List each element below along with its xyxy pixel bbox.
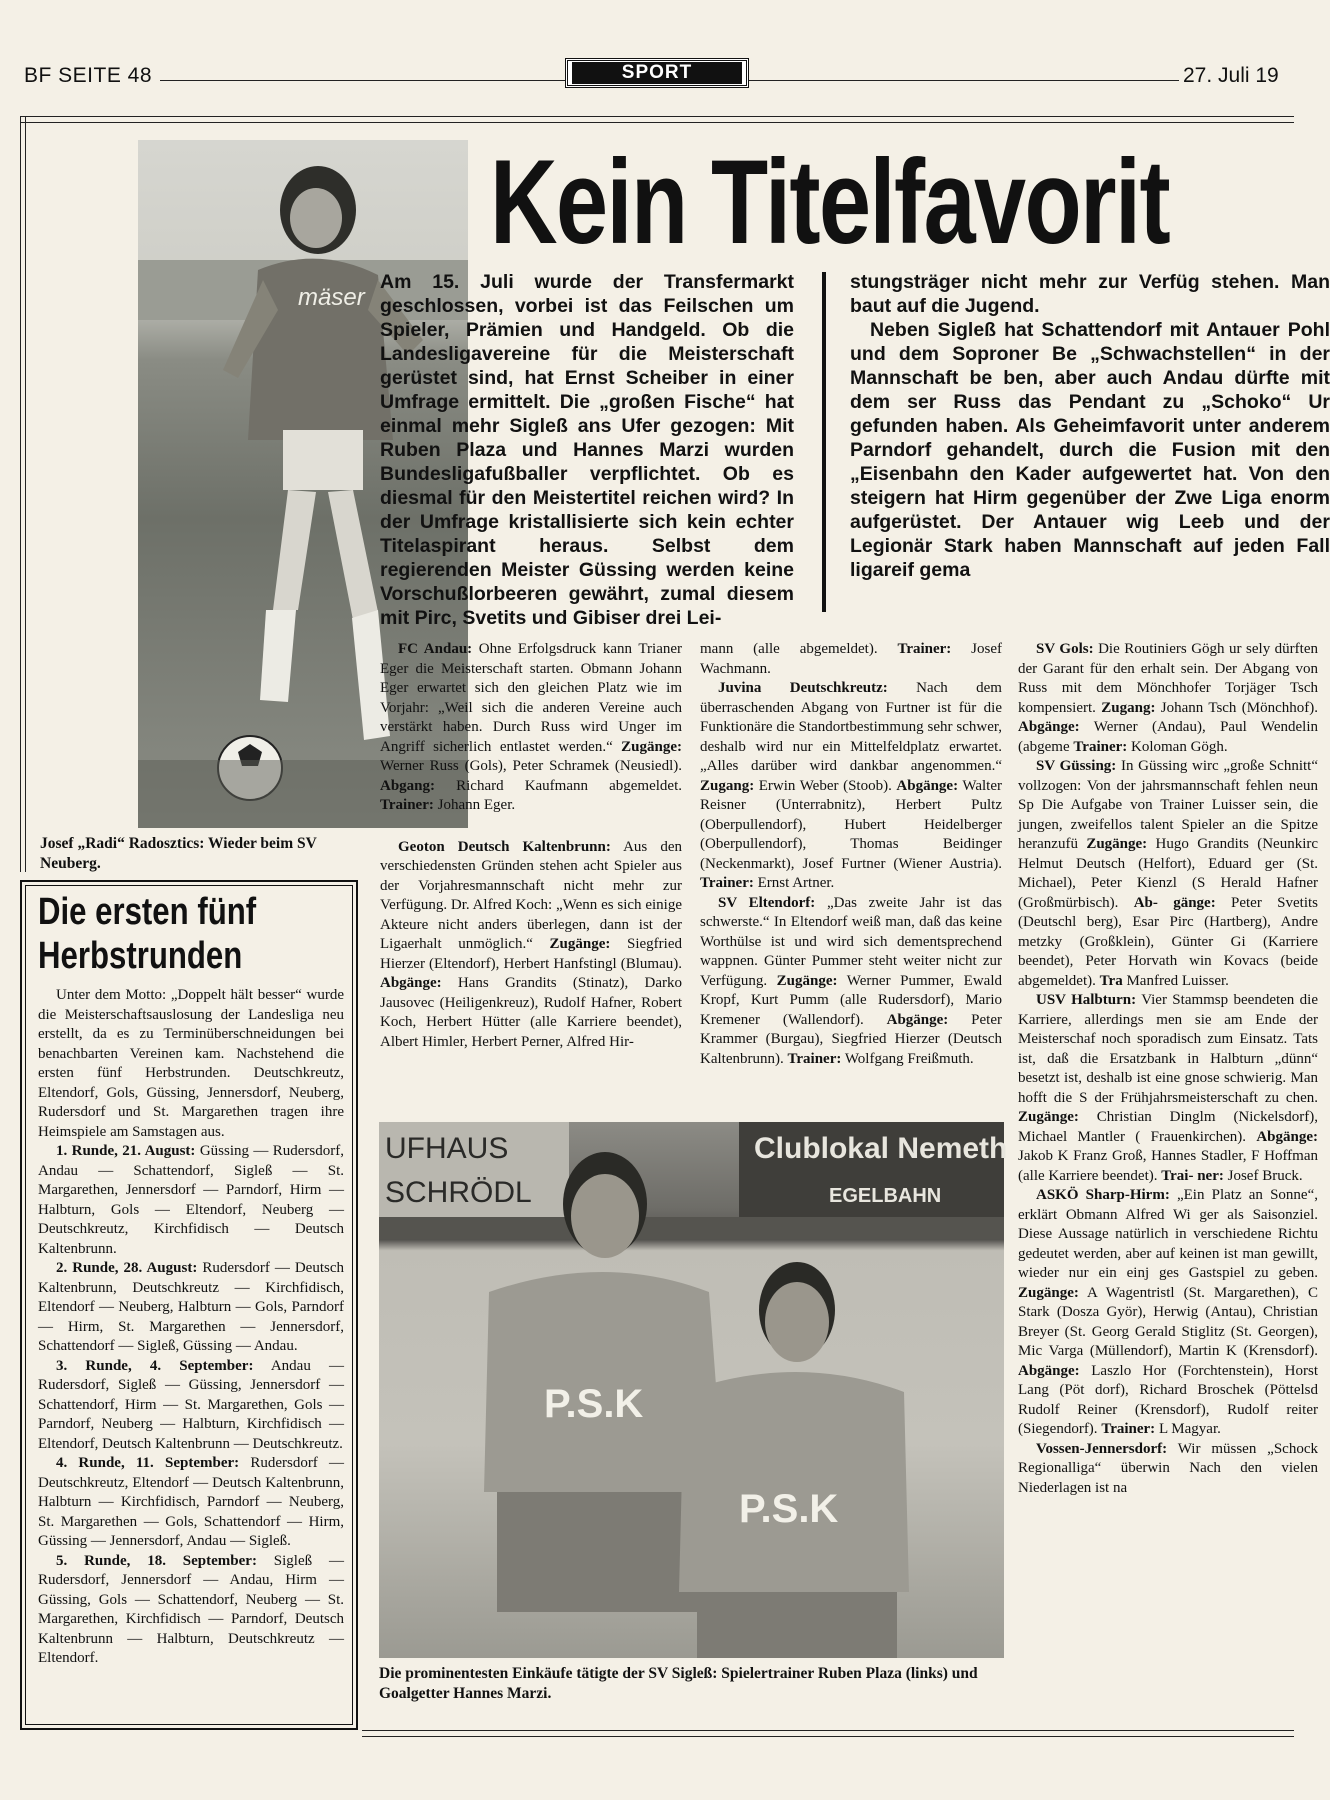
guessing-abgaenge-label: Ab- gänge:: [1133, 894, 1216, 911]
team-photo-illustration: [379, 1122, 1008, 1658]
eltendorf-abgaenge: Peter Krammer (Burgau), Siegfried Hierzer (Deutsch Kaltenbrunn).: [700, 1011, 1002, 1067]
eltendorf-zugaenge-label: Zugänge:: [776, 972, 838, 989]
gols-trainer-label: Trainer:: [1073, 738, 1128, 755]
hirm-zugaenge-label: Zugänge:: [1018, 1284, 1079, 1301]
halbturn-trainer: Josef Bruck.: [1223, 1167, 1303, 1184]
round-1-text: Güssing — Rudersdorf, Andau — Schattendorf, Sigleß — St. Margarethen, Jennersdorf — Parndorf, Hirm — Halbturn, Gols — Eltendorf, Neuberg — Deutschkreutz, Kirchfidisch — Deutsch Kaltenbrunn.: [38, 1143, 344, 1257]
frame-top-rule-full: [20, 116, 1294, 123]
fc-andau-abgang-label: Abgang:: [380, 777, 436, 794]
fc-andau-paragraph: [380, 640, 682, 816]
juvina-trainer-label: Trainer:: [700, 875, 754, 891]
fixtures-title-line2: Herbstrunden: [38, 935, 243, 977]
halbturn-zugaenge: Christian Dinglm (Nickelsdorf), Michael Mantler ( Frauenkirchen).: [1018, 1109, 1318, 1145]
guessing-text: In Güssing wirc „große Schnitt“ vollzogen: Von der jahrsmannschaft fehlen neun Sp Die Aufgabe von Trainer Luisser sein, die jungen, zweifellos talent Spieler an die Spitze heranzufü: [1018, 758, 1318, 852]
column-b: [700, 640, 1002, 1069]
juvina-trainer: Ernst Artner.: [753, 875, 835, 891]
gols-zugang-label: Zugang:: [1101, 699, 1156, 716]
section-label-box: [565, 58, 749, 88]
team-photo: [379, 1122, 1008, 1658]
sign-center-line1: Clublokal Nemeth: [754, 1132, 1008, 1165]
halbturn-paragraph: [1018, 991, 1318, 1186]
fixtures-round-2: [38, 1259, 344, 1357]
halbturn-trainer-label: Trai- ner:: [1161, 1167, 1224, 1184]
guessing-trainer: Manfred Luisser.: [1122, 972, 1229, 989]
fc-andau-trainer-label: Trainer:: [380, 797, 434, 813]
lead-paragraph-col2a: stungsträger nicht mehr zur Verfüg stehen. Man baut auf die Jugend.: [850, 271, 1330, 317]
guessing-zugaenge: Hugo Grandits (Neunkirc Helmut Deutsch (Helfort), Eduard ger (St. Michael), Peter Kienzl (S Herald Hafner (Großmürbisch).: [1018, 836, 1319, 911]
guessing-abgaenge: Peter Svetits (Deutschl berg), Esar Pirc (Hartberg), Andre metzky (Großklein), Günter Gi (Karriere beendet), Peter Horvath win Kovacs (beide abgemeldet).: [1018, 894, 1318, 989]
geoton-trainer: Josef Wachmann.: [700, 641, 1002, 677]
round-2-text: Rudersdorf — Deutsch Kaltenbrunn, Deutschkreutz — Kirchfidisch, Eltendorf — Neuberg, Halbturn — Gols, Parndorf — Hirm, St. Margarethen — Jennersdorf, Schattendorf — Sigleß, Güssing — Andau.: [38, 1260, 344, 1354]
geoton-abgaenge: Hans Grandits (Stinatz), Darko Jausovec (Heiligenkreuz), Rudolf Hafner, Robert Koch, Herbert Hütter (alle Karriere beendet), Albert Himler, Herbert Perner, Alfred Hir-: [380, 975, 682, 1050]
round-3-text: Andau — Rudersdorf, Sigleß — Güssing, Jennersdorf — Schattendorf, Hirm — St. Margarethen, Gols — Parndorf, Neuberg — Halbturn, Kirchfidisch — Eltendorf, Deutsch Kaltenbrunn — Deutschkreutz.: [38, 1357, 344, 1452]
lead-paragraph-col2b: Neben Sigleß hat Schattendorf mit Antauer Pohl und dem Soproner Be „Schwachstellen“ in der Mannschaft be ben, aber auch Andau dürfte mit dem ser Russ das Pendant zu „Schoko“ Ur gefunden haben. Als Geheimfavorit unter anderem Parndorf gehandelt, durch die Fusion mit den „Eisenbahn den Kader aufgewertet hat. Von den steigern hat Hirm gegenüber der Zwe Liga enorm aufgerüstet. Der Antauer wig Leeb und der Legionär Stark haben Mannschaft auf jeden Fall ligareif gema: [850, 319, 1330, 581]
eltendorf-text: „Das zweite Jahr ist das schwerste.“ In Eltendorf weiß man, daß das keine Worthülse ist und wird sich dementsprechend wappnen. Günter Pummer steht weiter nicht zur Verfügung.: [700, 894, 1002, 989]
hirm-paragraph: [1018, 1186, 1318, 1440]
geoton-continuation-text: mann (alle abgemeldet).: [700, 641, 878, 657]
player-photo-caption: Josef „Radi“ Radosztics: Wieder beim SV Neuberg.: [40, 835, 317, 872]
hirm-label: ASKÖ Sharp-Hirm:: [1036, 1187, 1170, 1203]
round-2-label: 2. Runde, 28. August:: [56, 1260, 198, 1276]
fc-andau-zugaenge: Werner Russ (Gols), Peter Schramek (Neusiedl).: [380, 758, 682, 774]
fixtures-title-line1: Die ersten fünf: [38, 891, 257, 933]
gols-label: SV Gols:: [1036, 641, 1094, 657]
geoton-abgaenge-label: Abgänge:: [380, 975, 442, 991]
hirm-trainer: L Magyar.: [1155, 1421, 1221, 1437]
hirm-abgaenge-label: Abgänge:: [1018, 1362, 1080, 1379]
vossen-label: Vossen-Jennersdorf:: [1036, 1440, 1168, 1457]
round-5-label: 5. Runde, 18. September:: [56, 1552, 257, 1569]
halbturn-zugaenge-label: Zugänge:: [1018, 1109, 1079, 1125]
eltendorf-paragraph: [700, 894, 1002, 1070]
round-4-text: Rudersdorf — Deutschkreutz, Eltendorf — Deutsch Kaltenbrunn, Halbturn — Kirchfidisch, Parndorf — Neuberg, St. Margarethen — Gols, Schattendorf — Hirm, Güssing — Jennersdorf, Andau — Sigleß.: [38, 1455, 344, 1549]
gols-abgaenge-label: Abgänge:: [1018, 719, 1080, 735]
gols-zugang: Johann Tsch (Mönchhof).: [1155, 699, 1318, 716]
eltendorf-zugaenge: Werner Pummer, Ewald Kropf, Kurt Pumm (alle Rudersdorf), Mario Kremener (Wallendorf).: [700, 972, 1003, 1028]
halbturn-label: USV Halbturn:: [1036, 992, 1137, 1008]
frame-left-rule: [20, 116, 26, 872]
juvina-zugang-label: Zugang:: [700, 777, 755, 794]
geoton-zugaenge-label: Zugänge:: [549, 936, 611, 952]
fc-andau-trainer: Johann Eger.: [433, 797, 516, 813]
team-photo-caption: Die prominentesten Einkäufe tätigte der SV Sigleß: Spielertrainer Ruben Plaza (links) und Goalgetter Hannes Marzi.: [379, 1665, 978, 1702]
fixtures-round-4: [38, 1454, 344, 1552]
geoton-continuation: [700, 640, 1002, 679]
jersey-left-text: P.S.K: [544, 1382, 644, 1426]
gols-trainer: Koloman Gögh.: [1127, 738, 1228, 755]
fc-andau-label: FC Andau:: [398, 641, 473, 657]
section-label: SPORT: [572, 62, 742, 84]
geoton-trainer-label: Trainer:: [897, 641, 952, 657]
guessing-label: SV Güssing:: [1036, 758, 1117, 774]
sign-left-line1: UFHAUS: [385, 1132, 509, 1165]
juvina-text: Nach dem überraschenden Abgang von Furtner ist für die Funktionäre die Standortbestimmung sehr schwer, deshalb wird nur ein Mittelfeldplatz erwartet. „Alles darüber wird dankbar angenommen.“: [700, 680, 1002, 774]
gols-abgaenge: Werner (Andau), Paul Wendelin (abgeme: [1018, 719, 1318, 755]
lead-col2-clip: [850, 270, 1330, 630]
juvina-abgaenge-label: Abgänge:: [896, 777, 959, 794]
lead-paragraph-col1: Am 15. Juli wurde der Transfermarkt geschlossen, vorbei ist das Feilschen um Spieler, Prämien und Handgeld. Ob die Landesligavereine für die Meisterschaft gerüstet sind, hat Ernst Scheiber in einer Umfrage ermittelt. Die „großen Fische“ hat einmal mehr Sigleß ans Ufer gezogen: Mit Ruben Plaza und Hannes Marzi wurden Bundesligafußballer verpflichtet. Ob es diesmal für den Meistertitel reichen wird? In der Umfrage kristallisierte sich kein echter Titelaspirant heraus. Selbst dem regierenden Meister Güssing werden keine Vorschußlorbeeren gewährt, zumal diesem mit Pirc, Svetits und Gibiser drei Lei-: [380, 271, 794, 629]
header-rule-right: [749, 80, 1179, 81]
column-a: [380, 640, 682, 1052]
eltendorf-trainer: Wolfgang Freißmuth.: [841, 1050, 974, 1067]
geoton-text: Aus den verschiedensten Gründen stehen acht Spieler aus der Vorjahresmannschaft nicht mehr zur Verfügung. Dr. Alfred Koch: „Wenn es sich einige Akteure nicht anders überlegen, dann ist der Ligaerhalt unmöglich.“: [380, 838, 682, 952]
column-c-clip: [1018, 640, 1319, 1730]
geoton-label: Geoton Deutsch Kaltenbrunn:: [398, 838, 611, 855]
guessing-zugaenge-label: Zugänge:: [1086, 836, 1148, 852]
geoton-paragraph: [380, 838, 682, 1053]
page-number: BF SEITE 48: [24, 64, 153, 87]
hirm-abgaenge: Laszlo Hor (Forchtenstein), Horst Lang (Pöt dorf), Richard Broschek (Pöttelsd Rudolf Reiner (Krensdorf), Rudolf reiter (Siegendorf).: [1018, 1362, 1318, 1437]
geoton-zugaenge: Siegfried Hierzer (Eltendorf), Herbert Hanfstingl (Blumau).: [380, 936, 682, 972]
fixtures-round-1: [38, 1142, 344, 1259]
juvina-label: Juvina Deutschkreutz:: [718, 680, 888, 696]
fixtures-box: [20, 880, 358, 1730]
gols-paragraph: [1018, 640, 1318, 757]
fixtures-round-5: [38, 1552, 344, 1669]
juvina-zugang: Erwin Weber (Stoob).: [754, 777, 892, 794]
round-1-label: 1. Runde, 21. August:: [56, 1143, 196, 1159]
halbturn-abgaenge: Jakob K Franz Groß, Hannes Stadler, F Hoffman (alle Karriere beendet).: [1018, 1148, 1318, 1184]
round-5-text: Sigleß — Rudersdorf, Jennersdorf — Andau, Hirm — Güssing, Gols — Schattendorf, Neuberg — St. Margarethen, Kirchfidisch — Parndorf, Deutsch Kaltenbrunn — Halbturn, Deutschkreutz — Eltendorf.: [38, 1552, 344, 1666]
gols-text: Die Routiniers Gögh ur sely dürften der Garant für den erhalt sein. Der Abgang von Russ mit dem Mönchhofer Torjäger Tsch kompensiert.: [1018, 641, 1318, 716]
round-4-label: 4. Runde, 11. September:: [56, 1455, 240, 1471]
lead-column-rule: [822, 272, 826, 612]
halbturn-abgaenge-label: Abgänge:: [1256, 1128, 1319, 1145]
juvina-paragraph: [700, 679, 1002, 894]
vossen-text: Wir müssen „Schock Regionalliga“ überwin Nach den vielen Niederlagen ist na: [1018, 1440, 1318, 1496]
fc-andau-abgang: Richard Kaufmann abgemeldet.: [435, 777, 682, 794]
vossen-paragraph: [1018, 1440, 1318, 1499]
sign-center-line2: EGELBAHN: [829, 1185, 942, 1207]
eltendorf-label: SV Eltendorf:: [718, 894, 816, 911]
hirm-zugaenge: A Wagentristl (St. Margarethen), C Stark (Dosza Györ), Herwig (Antau), Christian Breyer (St. Georg Gerald Stiglitz (St. Georgen), Mic Varga (Müllendorf), Martin K (Krensdorf).: [1018, 1284, 1318, 1359]
headline: Kein Titelfavorit: [490, 135, 1170, 269]
frame-bottom-rule: [362, 1730, 1294, 1737]
guessing-trainer-label: Tra: [1099, 972, 1123, 989]
jersey-right-text: P.S.K: [739, 1487, 839, 1531]
fixtures-round-3: [38, 1357, 344, 1455]
halbturn-text: Vier Stammsp beendeten die Karriere, allerdings men sie am Ende der Meisterschaf noch sporadisch zum Einsatz. Tats ist, daß die Ersatzbank in Halbturn „dünn“ besetzt ist, deshalb ist eine gnose schwierig. Man hofft die S der Frühjahrsmeisterschaft zu chen.: [1018, 992, 1318, 1106]
juvina-abgaenge: Walter Reisner (Unterrabnitz), Herbert Pultz (Oberpullendorf), Hubert Heidelberger (Oberpullendorf), Thomas Beidinger (Neckenmarkt), Josef Furtner (Wiener Austria).: [700, 777, 1002, 872]
fixtures-intro: Unter dem Motto: „Doppelt hält besser“ wurde die Meisterschaftsauslosung der Landesliga neu erstellt, da es zu Terminüberschneidungen bei benachbarten Vereinen kam. Nachstehend die ersten fünf Herbstrunden. Deutschkreutz, Eltendorf, Gols, Güssing, Jennersdorf, Neuberg, Rudersdorf und St. Margarethen tragen ihre Heimspiele am Samstagen aus.: [38, 987, 344, 1140]
header-rule-left: [160, 80, 565, 81]
column-c: [1018, 640, 1318, 1498]
sign-left-line2: SCHRÖDL: [385, 1176, 532, 1209]
hirm-text: „Ein Platz an Sonne“, erklärt Obmann Alfred Wi ger als Saisonziel. Diese Aussage natürlich in verschiedene Richtu gedeutet werden, aber auf keinen ist man gewillt, wieder nur ein einj ges Gastspiel zu geben.: [1018, 1187, 1318, 1281]
fc-andau-text: Ohne Erfolgsdruck kann Trianer Eger die Meisterschaft starten. Obmann Johann Eger erwartet sich den gleichen Platz wie im Vorjahr: „Weil sich die anderen Vereine auch verstärkt haben. Durch Russ wird Unger im Angriff sicherlich entlastet werden.“: [380, 641, 683, 755]
eltendorf-abgaenge-label: Abgänge:: [886, 1011, 949, 1028]
hirm-trainer-label: Trainer:: [1101, 1421, 1156, 1437]
eltendorf-trainer-label: Trainer:: [787, 1050, 842, 1067]
jersey-sponsor-text: mäser: [298, 284, 365, 311]
round-3-label: 3. Runde, 4. September:: [56, 1357, 254, 1374]
issue-date: 27. Juli 19: [1183, 64, 1279, 87]
guessing-paragraph: [1018, 757, 1318, 991]
fc-andau-zugaenge-label: Zugänge:: [621, 738, 682, 755]
